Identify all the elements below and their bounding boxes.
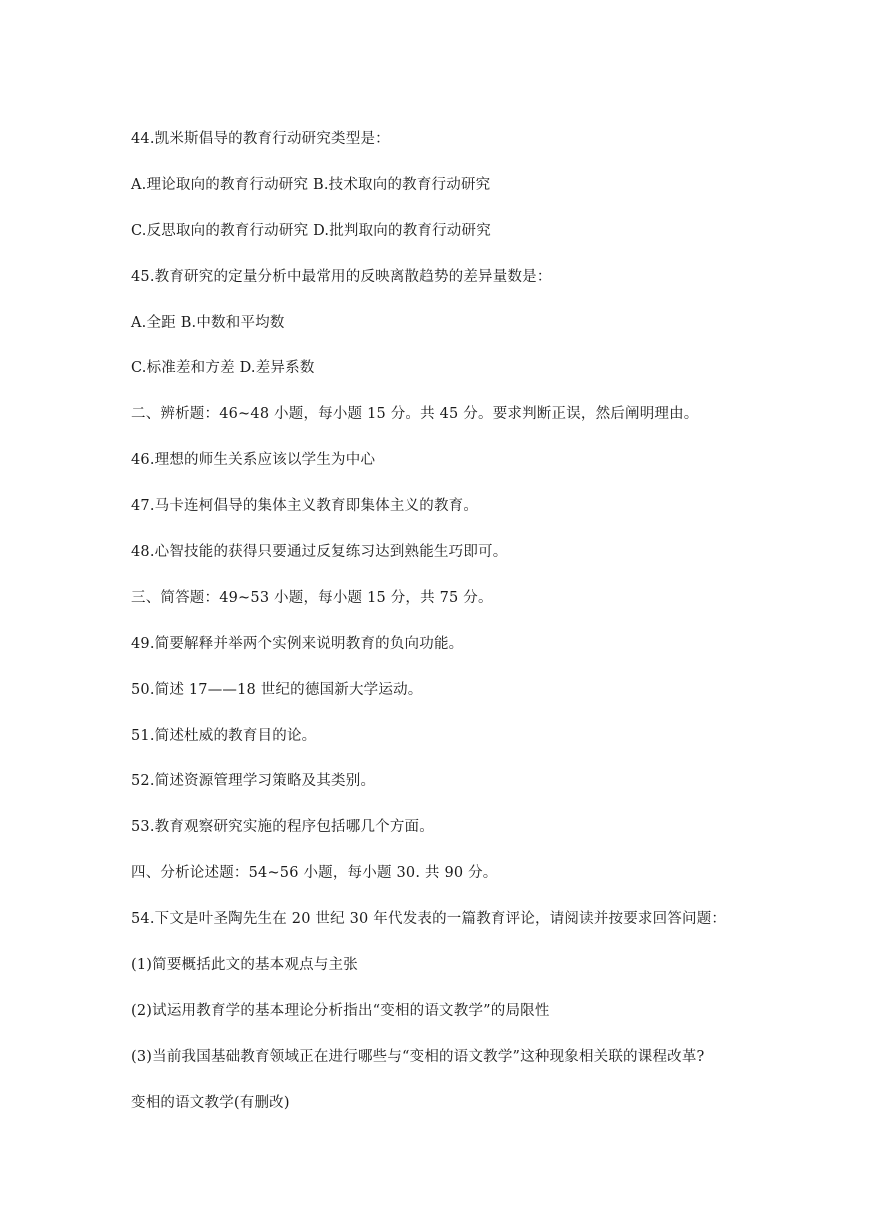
section-3-heading: 三、简答题：49~53 小题，每小题 15 分，共 75 分。 [131, 589, 493, 606]
question-50: 50.简述 17——18 世纪的德国新大学运动。 [131, 681, 423, 698]
question-45-options-cd: C.标准差和方差 D.差异系数 [131, 360, 315, 377]
question-54-part-2: (2)试运用教育学的基本理论分析指出“变相的语文教学”的局限性 [131, 1002, 550, 1019]
question-45-stem: 45.教育研究的定量分析中最常用的反映离散趋势的差异量数是： [131, 268, 552, 285]
question-52: 52.简述资源管理学习策略及其类别。 [131, 773, 376, 790]
section-4-heading: 四、分析论述题：54~56 小题，每小题 30. 共 90 分。 [131, 865, 498, 882]
question-44-options-ab: A.理论取向的教育行动研究 B.技术取向的教育行动研究 [131, 176, 491, 193]
question-54-part-1: (1)简要概括此文的基本观点与主张 [131, 957, 358, 974]
question-44-options-cd: C.反思取向的教育行动研究 D.批判取向的教育行动研究 [131, 222, 491, 239]
question-54-stem: 54.下文是叶圣陶先生在 20 世纪 30 年代发表的一篇教育评论，请阅读并按要求回答问题： [131, 911, 727, 928]
question-53: 53.教育观察研究实施的程序包括哪几个方面。 [131, 819, 434, 836]
question-47: 47.马卡连柯倡导的集体主义教育即集体主义的教育。 [131, 498, 479, 515]
question-54-part-3: (3)当前我国基础教育领域正在进行哪些与“变相的语文教学”这种现象相关联的课程改革? [131, 1048, 705, 1065]
question-48: 48.心智技能的获得只要通过反复练习达到熟能生巧即可。 [131, 544, 508, 561]
question-49: 49.简要解释并举两个实例来说明教育的负向功能。 [131, 635, 464, 652]
section-2-heading: 二、辨析题：46~48 小题，每小题 15 分。共 45 分。要求判断正误，然后阐明理由。 [131, 406, 699, 423]
article-title: 变相的语文教学(有删改) [131, 1094, 290, 1111]
question-51: 51.简述杜威的教育目的论。 [131, 727, 317, 744]
question-44-stem: 44.凯米斯倡导的教育行动研究类型是： [131, 131, 390, 147]
document-body [131, 128, 831, 1138]
question-46: 46.理想的师生关系应该以学生为中心 [131, 452, 376, 469]
question-45-options-ab: A.全距 B.中数和平均数 [131, 314, 285, 331]
